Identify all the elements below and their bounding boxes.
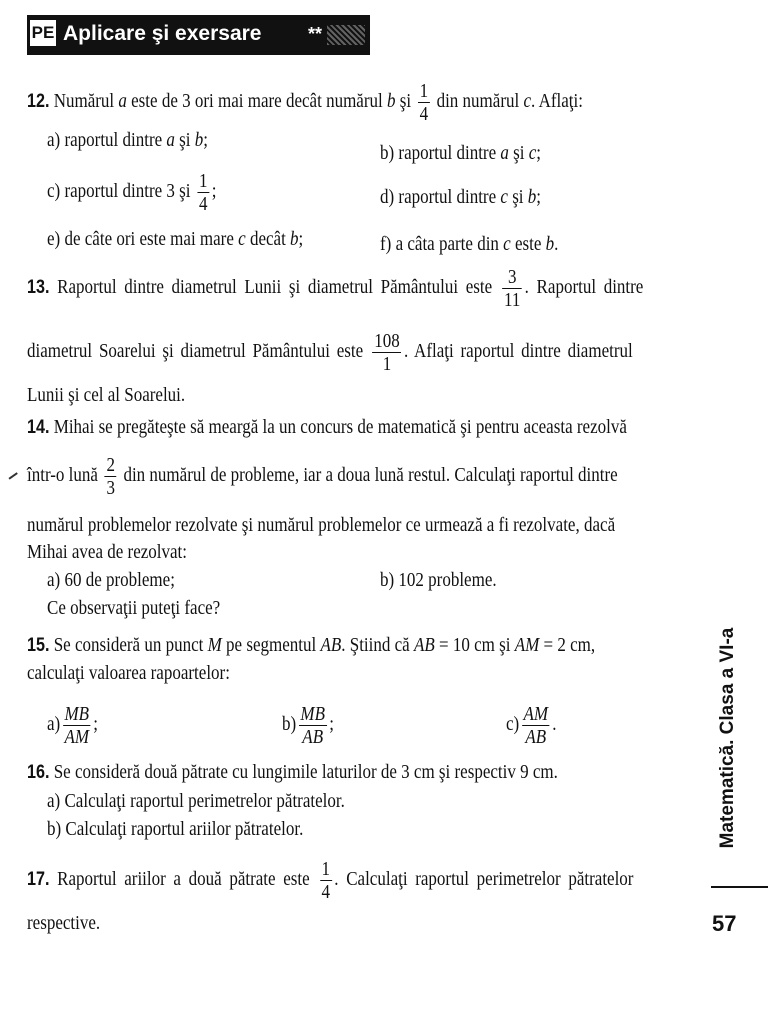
margin-mark	[8, 472, 17, 479]
page-number: 57	[712, 911, 737, 936]
problem-number: 16.	[27, 762, 50, 783]
problem-13-line-2: diametrul Soarelui şi diametrul Pământului este $\frac{108}{1}$ . Aflaţi raportul dintre diametrul	[27, 330, 633, 375]
problem-12-item-a: a) raportul dintre a şi b;	[47, 129, 208, 151]
problem-number: 15.	[27, 635, 50, 656]
difficulty-stars: **	[308, 24, 323, 44]
problem-number: 14.	[27, 417, 50, 438]
header-texture	[327, 25, 365, 45]
problem-16-item-b: b) Calculaţi raportul ariilor pătratelor.	[47, 818, 304, 840]
problem-15-item-a: a) $\frac{MB}{AM}$ ;	[47, 703, 98, 748]
problem-13-line-1: 13. Raportul dintre diametrul Lunii şi diametrul Pământului este $\frac{3}{11}$ . Raportul dintre	[27, 266, 644, 311]
pe-badge: PE	[30, 20, 56, 46]
fraction: $\frac{1}{4}$	[199, 170, 208, 215]
problem-16-item-a: a) Calculaţi raportul perimetrelor pătratelor.	[47, 790, 345, 812]
problem-15-item-c: c) $\frac{AM}{AB}$ .	[506, 703, 557, 748]
problem-14-observation: Ce observaţii puteţi face?	[47, 597, 221, 619]
problem-number: 13.	[27, 277, 50, 299]
problem-14-item-a: a) 60 de probleme;	[47, 569, 175, 591]
problem-17-line-2: respective.	[27, 912, 101, 934]
problem-number: 12.	[27, 91, 50, 113]
fraction: $\frac{MB}{AB}$	[300, 703, 325, 748]
problem-17-line-1: 17. Raportul ariilor a două pătrate este $\frac{1}{4}$ . Calculaţi raportul perimetrelor pătratelor	[27, 858, 634, 903]
problem-12-item-f: f) a câta parte din c este b.	[380, 233, 559, 255]
problem-13-line-3: Lunii şi cel al Soarelui.	[27, 384, 186, 406]
problem-14-line-4: Mihai avea de rezolvat:	[27, 541, 188, 563]
fraction: $\frac{AM}{AB}$	[523, 703, 549, 748]
problem-15-item-b: b) $\frac{MB}{AB}$ ;	[282, 703, 334, 748]
problem-12-item-e: e) de câte ori este mai mare c decât b;	[47, 228, 304, 250]
problem-14-line-3: numărul problemelor rezolvate şi numărul problemelor ce urmează a fi rezolvate, dacă	[27, 514, 616, 536]
section-header	[27, 15, 370, 55]
fraction: $\frac{MB}{AM}$	[64, 703, 90, 748]
problem-14-line-2: într-o lună $\frac{2}{3}$ din numărul de probleme, iar a doua lună restul. Calculaţi raportul dintre	[27, 454, 618, 499]
fraction: $\frac{3}{11}$	[504, 266, 521, 311]
problem-14-line-1: 14. Mihai se pregăteşte să meargă la un concurs de matematică şi pentru aceasta rezolvă	[27, 416, 627, 438]
problem-14-item-b: b) 102 probleme.	[380, 569, 497, 591]
problem-15-line-2: calculaţi valoarea rapoartelor:	[27, 662, 230, 684]
book-title-vertical: Matematică. Clasa a VI-a	[717, 627, 738, 848]
footer-rule	[711, 886, 768, 888]
fraction: $\frac{1}{4}$	[419, 80, 429, 125]
fraction: $\frac{2}{3}$	[106, 454, 115, 499]
fraction: $\frac{1}{4}$	[321, 858, 331, 903]
problem-12-statement: 12. Numărul a este de 3 ori mai mare decât numărul b şi $\frac{1}{4}$ din numărul c. Aflaţi:	[27, 80, 583, 125]
fraction: $\frac{108}{1}$	[374, 330, 400, 375]
problem-16-line-1: 16. Se consideră două pătrate cu lungimile laturilor de 3 cm şi respectiv 9 cm.	[27, 761, 558, 783]
problem-12-item-b: b) raportul dintre a şi c;	[380, 142, 542, 164]
section-title: Aplicare şi exersare	[63, 22, 262, 45]
problem-12-item-d: d) raportul dintre c şi b;	[380, 186, 542, 208]
problem-12-item-c: c) raportul dintre 3 şi $\frac{1}{4}$ ;	[47, 170, 217, 215]
problem-number: 17.	[27, 869, 50, 891]
problem-15-line-1: 15. Se consideră un punct M pe segmentul AB. Ştiind că AB = 10 cm şi AM = 2 cm,	[27, 634, 596, 656]
